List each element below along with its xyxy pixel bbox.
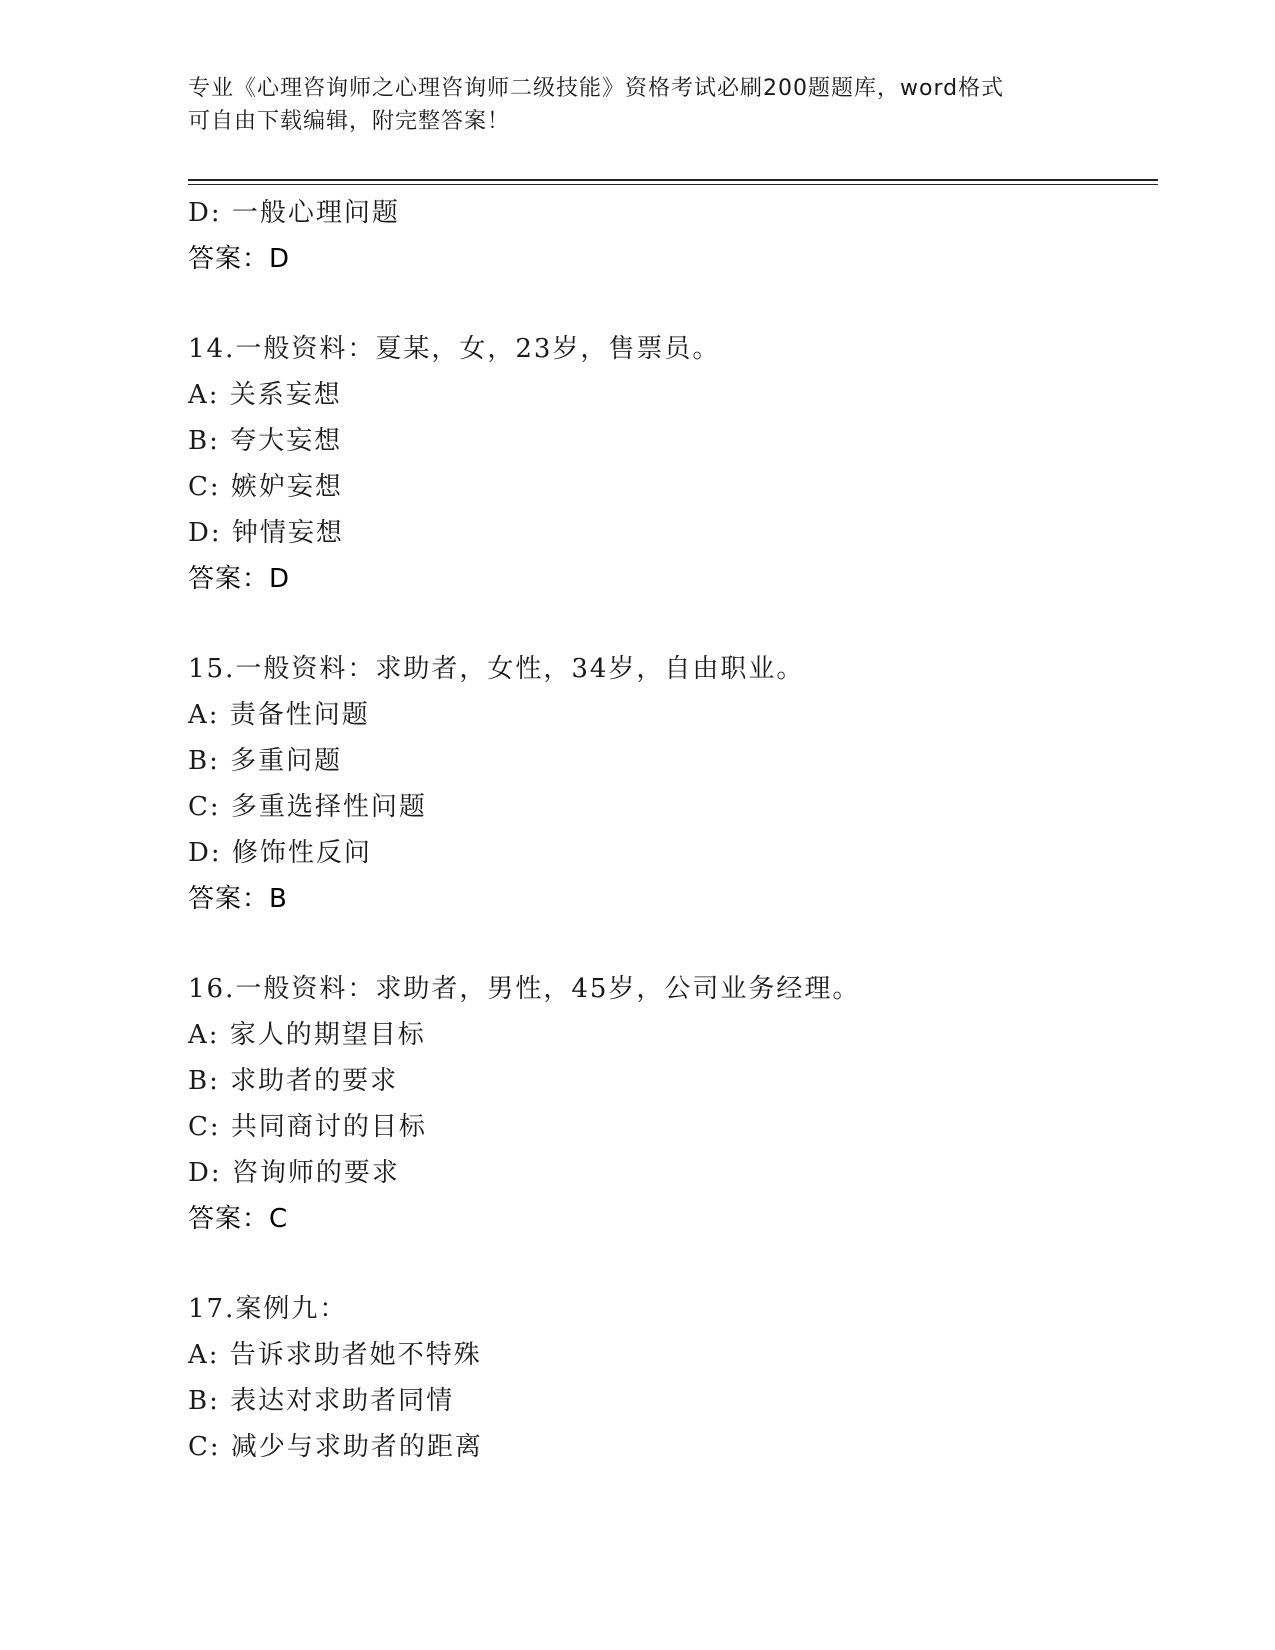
question-stem: 16.一般资料：求助者，男性，45岁，公司业务经理。 (188, 974, 861, 1004)
option-d: D: 修饰性反问 (188, 838, 372, 868)
option-c: C: 共同商讨的目标 (188, 1112, 427, 1142)
answer-line: 答案：C (188, 1204, 289, 1234)
option-a: A: 告诉求助者她不特殊 (188, 1340, 482, 1370)
option-c: C: 嫉妒妄想 (188, 472, 343, 502)
option-b: B: 多重问题 (188, 746, 343, 776)
question-stem: 17.案例九： (188, 1294, 348, 1324)
spacer (188, 602, 1158, 646)
option-a: A: 责备性问题 (188, 700, 370, 730)
option-d: D: 钟情妄想 (188, 518, 344, 548)
answer-line: 答案：D (188, 244, 291, 274)
option-b: B: 夸大妄想 (188, 426, 343, 456)
header-line-1: 专业《心理咨询师之心理咨询师二级技能》资格考试必刷200题题库，word格式 (188, 76, 1005, 101)
spacer (188, 282, 1158, 326)
header-divider-thin (188, 184, 1158, 185)
question-list (188, 190, 1158, 1470)
question-stem: 14.一般资料：夏某，女，23岁，售票员。 (188, 334, 721, 364)
option-b: B: 求助者的要求 (188, 1066, 399, 1096)
header-line-2: 可自由下载编辑，附完整答案！ (188, 109, 511, 134)
header-divider-thick (188, 179, 1158, 181)
option-a: A: 家人的期望目标 (188, 1020, 426, 1050)
answer-line: 答案：D (188, 564, 291, 594)
option-d: D: 咨询师的要求 (188, 1158, 400, 1188)
option-a: A: 关系妄想 (188, 380, 342, 410)
question-stem: 15.一般资料：求助者，女性，34岁，自由职业。 (188, 654, 805, 684)
option-d: D: 一般心理问题 (188, 198, 400, 228)
option-c: C: 减少与求助者的距离 (188, 1432, 483, 1462)
option-c: C: 多重选择性问题 (188, 792, 427, 822)
document-header (188, 72, 1088, 138)
option-b: B: 表达对求助者同情 (188, 1386, 455, 1416)
spacer (188, 922, 1158, 966)
spacer (188, 1242, 1158, 1286)
answer-line: 答案：B (188, 884, 288, 914)
